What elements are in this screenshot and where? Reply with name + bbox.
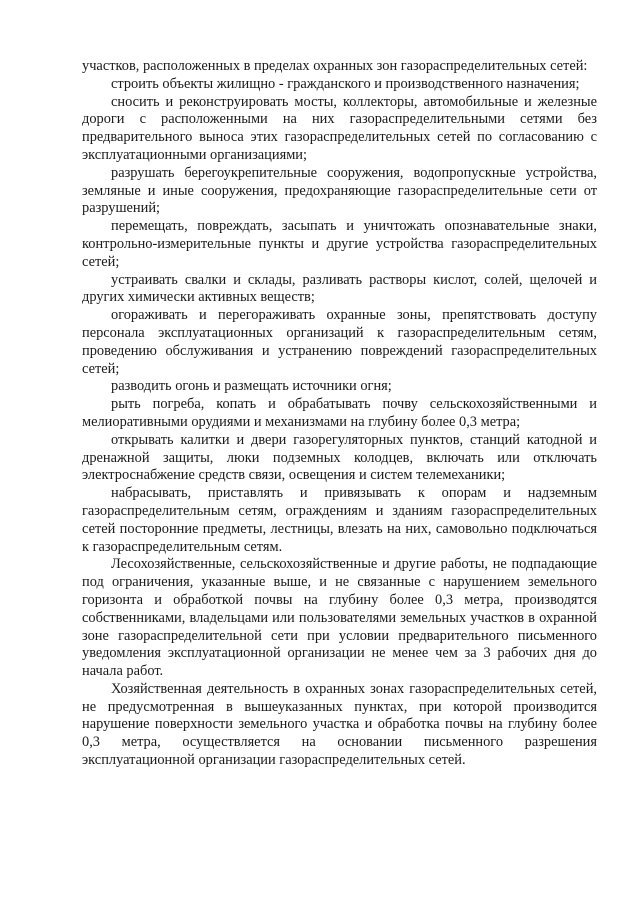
paragraph-doors: открывать калитки и двери газорегуляторных пунктов, станций катодной и дренажной защиты, люки подземных колодцев, включать или отключать электроснабжение средств связи, освещения и систем телемеханики; xyxy=(82,431,597,484)
paragraph-fencing: огораживать и перегораживать охранные зоны, препятствовать доступу персонала эксплуатационных организаций к газораспределительным сетям, проведению обслуживания и устранению повреждений газораспределительных сетей; xyxy=(82,307,597,377)
document-body xyxy=(82,58,597,770)
paragraph-digging: рыть погреба, копать и обрабатывать почву сельскохозяйственными и мелиоративными орудиями и механизмами на глубину более 0,3 метра; xyxy=(82,396,597,430)
paragraph-forestry: Лесохозяйственные, сельскохозяйственные и другие работы, не подпадающие под ограничения, указанные выше, и не связанные с нарушением земельного горизонта и обработкой почвы на глубину более 0,3 метра, производятся собственниками, владельцами или пользователями земельных участков в охранной зоне газораспределительной сети при условии предварительного письменного уведомления эксплуатационной организации не менее чем за 3 рабочих дня до начала работ. xyxy=(82,556,597,680)
paragraph-economic-activity: Хозяйственная деятельность в охранных зонах газораспределительных сетей, не предусмотренная в вышеуказанных пунктах, при которой производится нарушение поверхности земельного участка и обработка почвы на глубину более 0,3 метра, осуществляется на основании письменного разрешения эксплуатационной организации газораспределительных сетей. xyxy=(82,680,597,769)
paragraph-signs: перемещать, повреждать, засыпать и уничтожать опознавательные знаки, контрольно-измерительные пункты и другие устройства газораспределительных сетей; xyxy=(82,218,597,270)
paragraph-throwing: набрасывать, приставлять и привязывать к опорам и надземным газораспределительным сетям, ограждениям и зданиям газораспределительных сетей посторонние предметы, лестницы, влезать на них, самовольно подключаться к газораспределительным сетям. xyxy=(82,485,597,555)
paragraph-demolish: сносить и реконструировать мосты, коллекторы, автомобильные и железные дороги с расположенными на них газораспределительными сетями без предварительного выноса этих газораспределительных сетей по согласованию с эксплуатационными организациями; xyxy=(82,93,597,163)
paragraph-destroy-structures: разрушать берегоукрепительные сооружения, водопропускные устройства, земляные и иные сооружения, предохраняющие газораспределительные сети от разрушений; xyxy=(82,164,597,217)
paragraph-dumps: устраивать свалки и склады, разливать растворы кислот, солей, щелочей и других химически активных веществ; xyxy=(82,271,597,306)
paragraph-fire: разводить огонь и размещать источники огня; xyxy=(111,378,392,395)
paragraph-continuation: участков, расположенных в пределах охранных зон газораспределительных сетей: xyxy=(82,58,588,74)
paragraph-build: строить объекты жилищно - гражданского и производственного назначения; xyxy=(111,75,580,92)
